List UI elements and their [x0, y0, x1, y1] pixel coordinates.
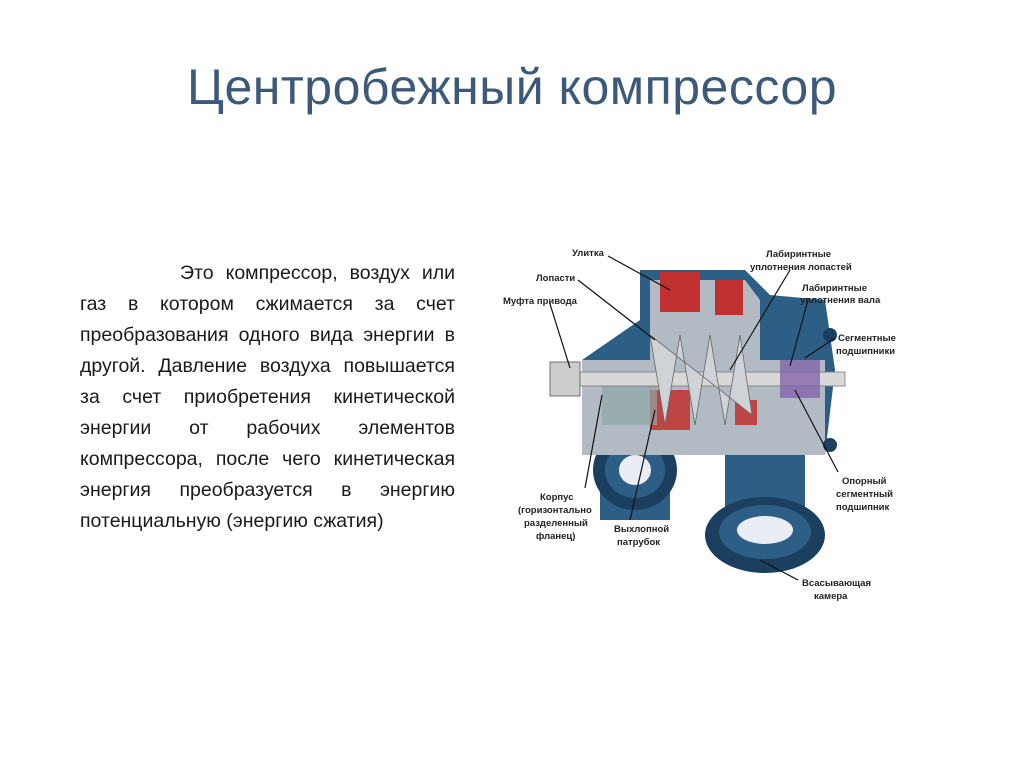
slide-title: Центробежный компрессор — [186, 59, 838, 115]
label-volute: Улитка — [572, 248, 604, 259]
suction-chamber — [705, 440, 825, 573]
label-shaft-seals-2: уплотнения вала — [800, 295, 881, 306]
label-support-1: Опорный — [842, 476, 887, 487]
description-paragraph: Это компрессор, воздух или газ в котором сжимается за счет преобразования одного вида энергии в другой. Давление воздуха повышается за счет приобретения кинетической энергии от рабочих элементов компрессора, после чего кинетическая энергия преобразуется в энергию потенциальную (энергию сжатия) — [80, 262, 455, 532]
label-shaft-seals-1: Лабиринтные — [802, 283, 868, 294]
label-coupling: Муфта привода — [503, 296, 577, 307]
label-exhaust-2: патрубок — [617, 537, 661, 548]
label-blade-seals-1: Лабиринтные — [766, 249, 832, 260]
label-casing-1: Корпус — [540, 492, 574, 503]
label-exhaust-1: Выхлопной — [614, 524, 670, 535]
label-segment-bearings-2: подшипники — [836, 346, 896, 357]
compressor-diagram — [490, 240, 910, 610]
label-blades: Лопасти — [536, 273, 576, 284]
label-segment-bearings-1: Сегментные — [838, 333, 896, 344]
label-casing-2: (горизонтально — [518, 505, 592, 516]
compressor-illustration — [490, 240, 910, 610]
label-suction-1: Всасывающая — [802, 578, 872, 589]
label-support-2: сегментный — [836, 489, 893, 500]
label-casing-3: разделенный — [524, 518, 588, 529]
label-blade-seals-2: уплотнения лопастей — [750, 262, 852, 273]
label-casing-4: фланец) — [536, 531, 576, 542]
label-suction-2: камера — [814, 591, 848, 602]
label-support-3: подшипник — [836, 502, 890, 513]
